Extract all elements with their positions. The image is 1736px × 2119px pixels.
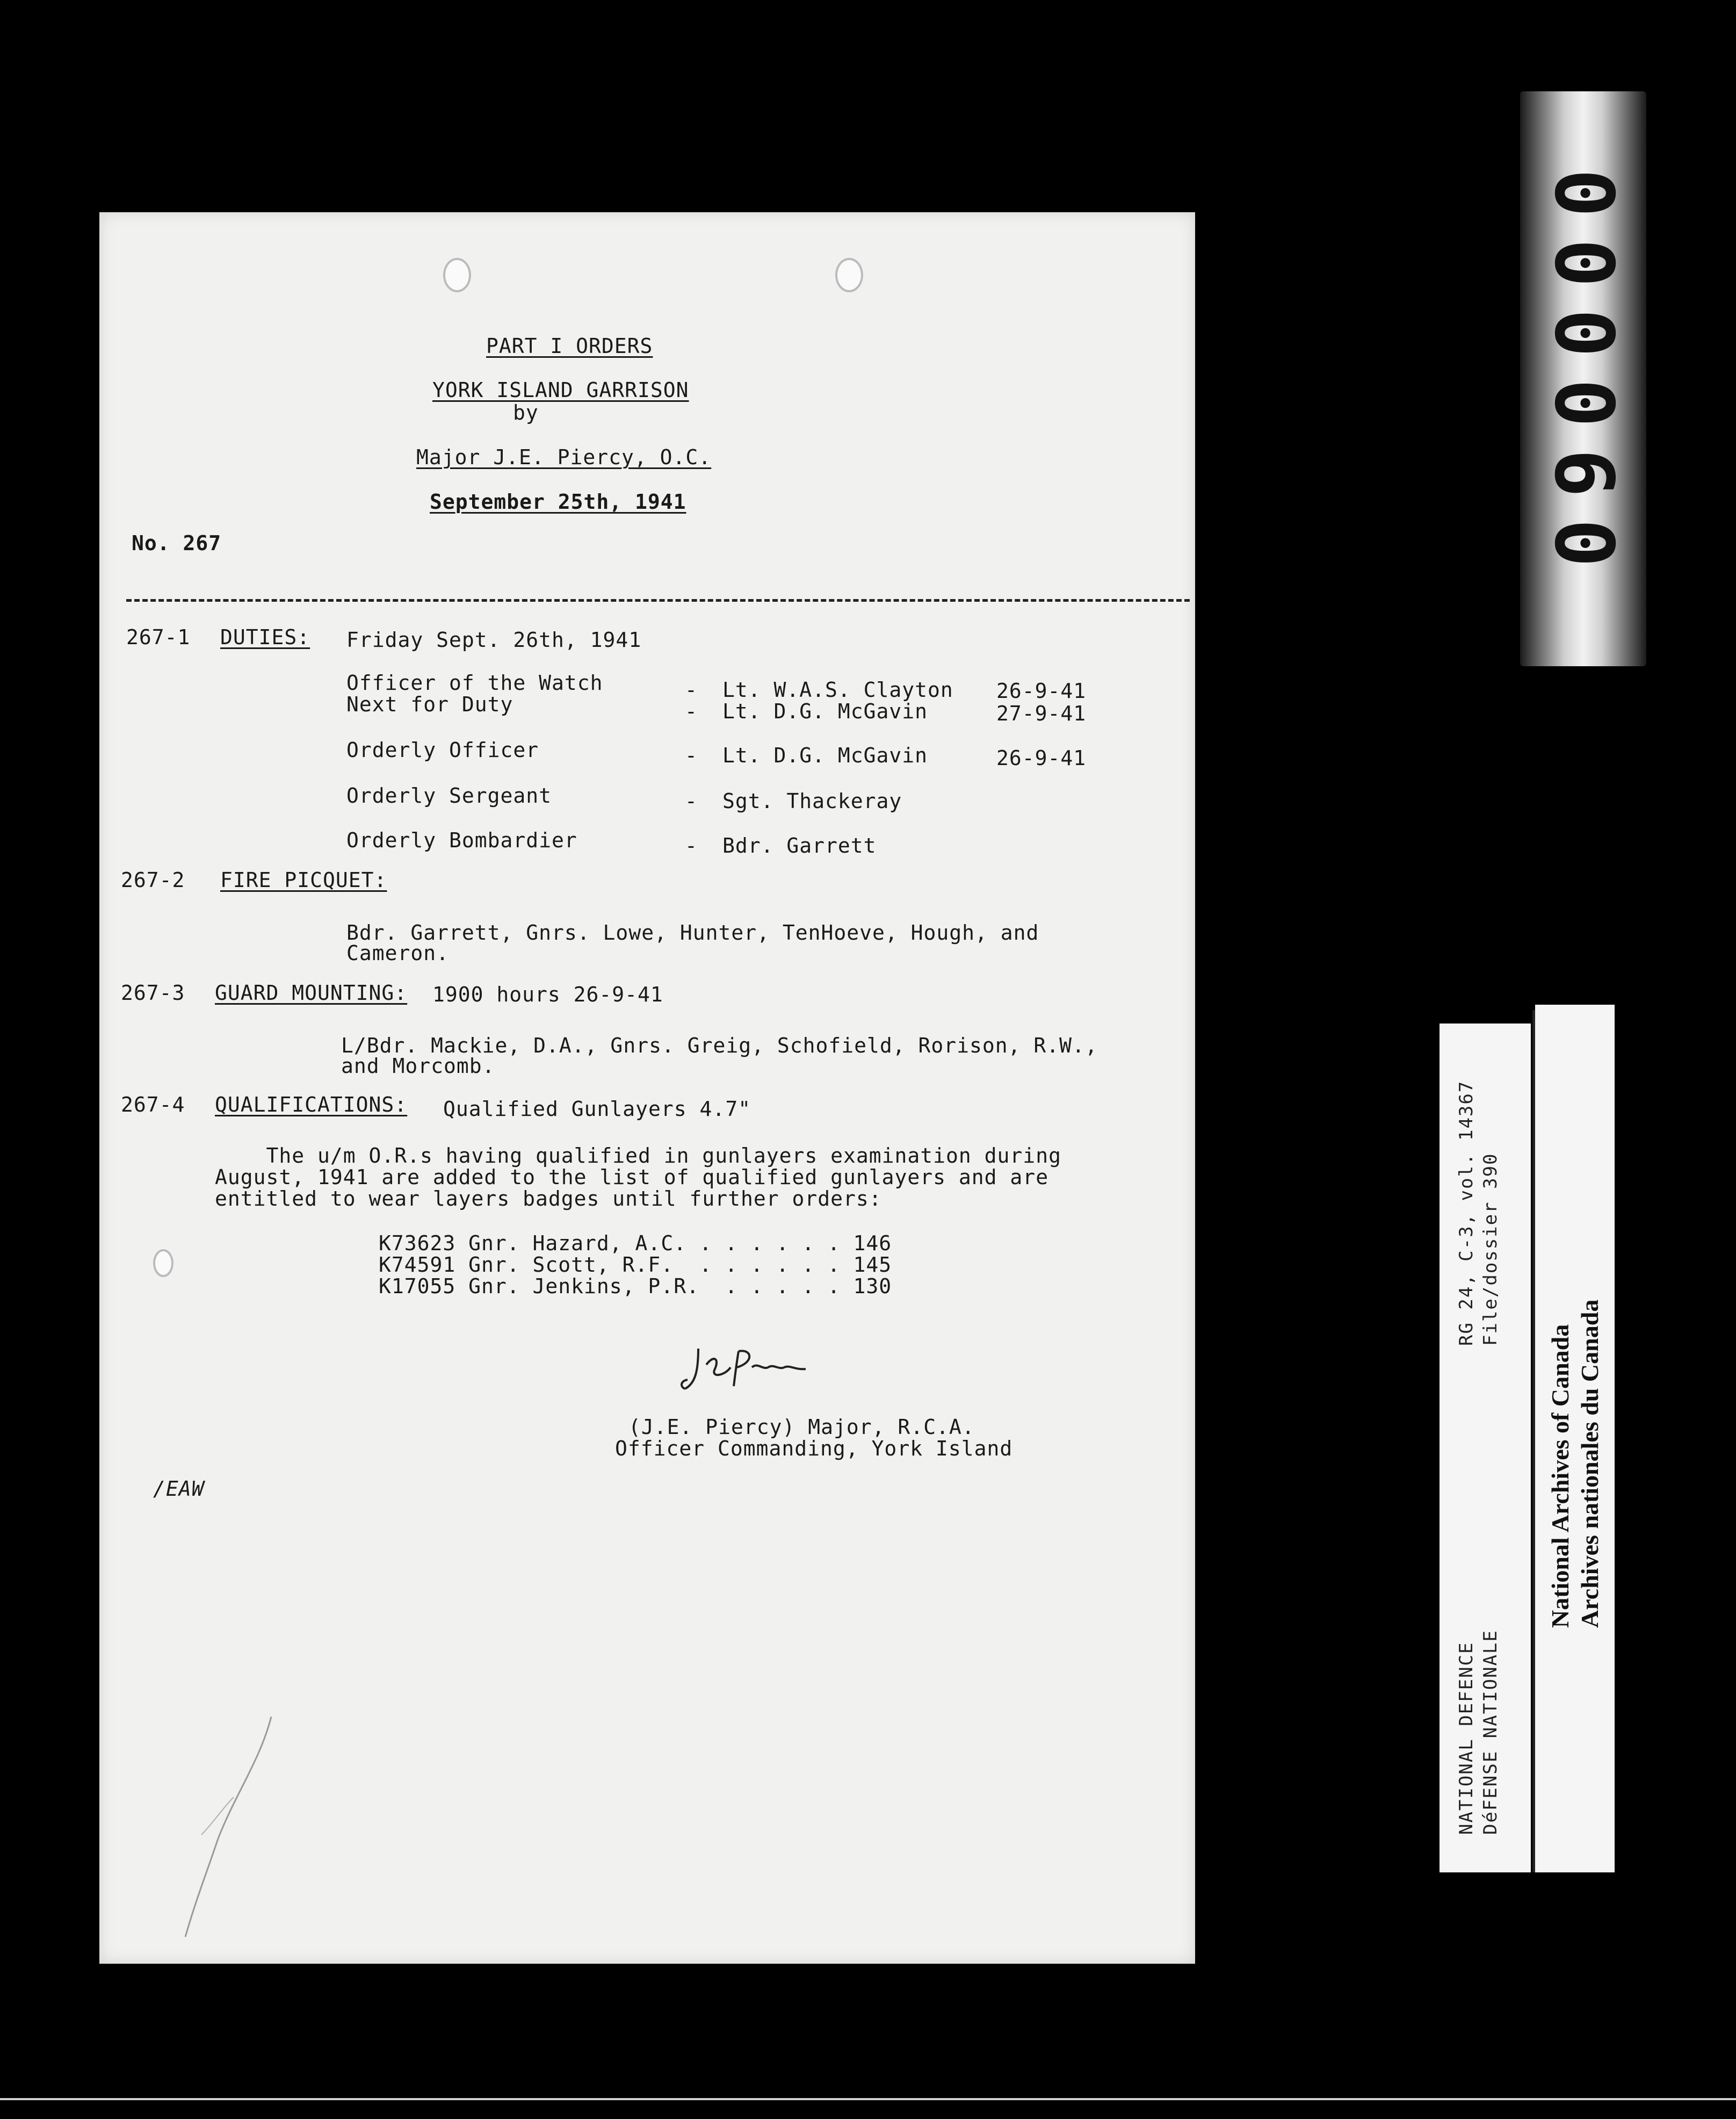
- signatory-title: Officer Commanding, York Island: [615, 1437, 1013, 1460]
- guard-mounting-line-1: L/Bdr. Mackie, D.A., Gnrs. Greig, Schofield, Rorison, R.W.,: [341, 1034, 1098, 1057]
- duty-role: Orderly Sergeant: [346, 784, 552, 808]
- duty-name: Lt. D.G. McGavin: [722, 744, 928, 767]
- section-number-guard-mounting: 267-3: [121, 981, 185, 1005]
- gunlayer-entry: K74591 Gnr. Scott, R.F. . . . . . . 145: [379, 1253, 892, 1277]
- punch-hole-right: [835, 258, 863, 292]
- order-number: No. 267: [132, 531, 222, 555]
- duty-dash: -: [685, 744, 698, 767]
- duty-name: Sgt. Thackeray: [722, 789, 902, 813]
- section-number-duties: 267-1: [126, 625, 191, 649]
- issuing-officer: Major J.E. Piercy, O.C.: [416, 445, 712, 469]
- order-date: September 25th, 1941: [430, 490, 686, 514]
- guard-mounting-line-2: and Morcomb.: [341, 1054, 495, 1078]
- qualifications-paragraph-2: August, 1941 are added to the list of qualified gunlayers and are: [215, 1165, 1049, 1189]
- guard-mounting-time: 1900 hours 26-9-41: [432, 983, 663, 1006]
- section-heading-qualifications: QUALIFICATIONS:: [215, 1093, 408, 1116]
- frame-number-strip: [1520, 91, 1646, 666]
- duty-dash: -: [685, 700, 698, 723]
- duty-date: 27-9-41: [996, 702, 1087, 725]
- duty-role: Orderly Officer: [346, 738, 539, 762]
- archives-name-english: National Archives of Canada: [1546, 1324, 1574, 1628]
- archive-reference-line-2: File/dossier 390: [1480, 1152, 1501, 1346]
- duty-date: 26-9-41: [996, 679, 1087, 703]
- punch-hole-margin: [153, 1249, 173, 1277]
- section-heading-guard-mounting: GUARD MOUNTING:: [215, 981, 408, 1005]
- duty-dash: -: [685, 789, 698, 813]
- duty-role: Next for Duty: [346, 693, 513, 716]
- scan-bottom-rule: [0, 2098, 1736, 2100]
- by-line: by: [513, 401, 539, 424]
- qualifications-paragraph-1: The u/m O.R.s having qualified in gunlayers examination during: [215, 1144, 1061, 1167]
- duty-name: Lt. W.A.S. Clayton: [722, 678, 953, 702]
- dashed-separator: [126, 599, 1190, 602]
- qualifications-paragraph-3: entitled to wear layers badges until further orders:: [215, 1187, 882, 1210]
- duty-name: Bdr. Garrett: [722, 834, 877, 857]
- section-heading-fire-picquet: FIRE PICQUET:: [220, 868, 387, 892]
- fire-picquet-line-1: Bdr. Garrett, Gnrs. Lowe, Hunter, TenHoeve, Hough, and: [346, 921, 1039, 945]
- document-page: [99, 212, 1195, 1964]
- archive-reference-label: [1440, 1024, 1531, 1872]
- orders-title: PART I ORDERS: [486, 334, 653, 358]
- duty-date: 26-9-41: [996, 746, 1087, 770]
- fire-picquet-line-2: Cameron.: [346, 941, 450, 965]
- gunlayer-entry: K17055 Gnr. Jenkins, P.R. . . . . . 130: [379, 1274, 892, 1298]
- garrison-name: YORK ISLAND GARRISON: [432, 378, 689, 402]
- section-number-fire-picquet: 267-2: [121, 868, 185, 892]
- gunlayer-entry: K73623 Gnr. Hazard, A.C. . . . . . . 146: [379, 1231, 892, 1255]
- archive-department-line-2: DéFENSE NATIONALE: [1480, 1630, 1501, 1835]
- duty-dash: -: [685, 834, 698, 857]
- duty-dash: -: [685, 678, 698, 702]
- handwritten-signature: [677, 1338, 816, 1397]
- typist-initials: /EAW: [153, 1477, 205, 1501]
- qualifications-subject: Qualified Gunlayers 4.7": [443, 1097, 751, 1121]
- frame-number: 000060: [1536, 169, 1630, 589]
- punch-hole-left: [443, 258, 471, 292]
- duty-role: Orderly Bombardier: [346, 828, 577, 852]
- duty-name: Lt. D.G. McGavin: [722, 700, 928, 723]
- section-heading-duties: DUTIES:: [220, 625, 310, 649]
- archives-name-label: [1535, 1005, 1615, 1872]
- archive-reference-line-1: RG 24, C-3, vol. 14367: [1456, 1080, 1477, 1346]
- duty-role: Officer of the Watch: [346, 671, 603, 695]
- duties-day: Friday Sept. 26th, 1941: [346, 628, 642, 652]
- section-number-qualifications: 267-4: [121, 1093, 185, 1116]
- archive-department-line-1: NATIONAL DEFENCE: [1456, 1641, 1477, 1835]
- archives-name-french: Archives nationales du Canada: [1576, 1299, 1603, 1628]
- signatory-name: (J.E. Piercy) Major, R.C.A.: [628, 1415, 975, 1439]
- paper-crease-mark: [153, 1717, 293, 1942]
